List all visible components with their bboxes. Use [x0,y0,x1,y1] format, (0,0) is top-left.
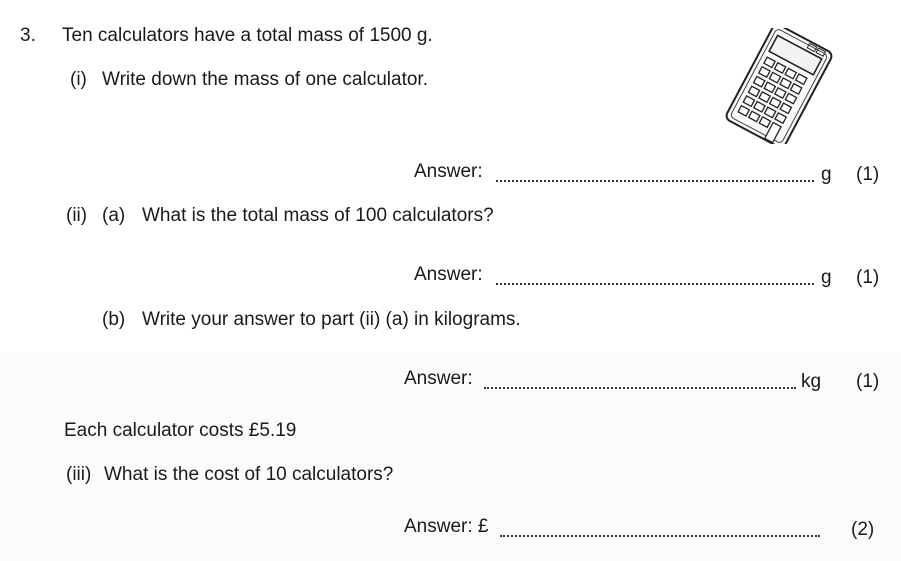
part-i-label: (i) [70,69,87,90]
part-ii-b-label: (b) [102,309,126,330]
answer-iii-marks: (2) [851,519,875,540]
part-ii-b-text: Write your answer to part (ii) (a) in kilograms. [142,309,521,330]
answer-i-unit: g [821,164,832,185]
part-ii-label: (ii) [66,205,88,226]
answer-iii-label: Answer: £ [404,516,489,537]
part-iii-text: What is the cost of 10 calculators? [104,464,394,485]
answer-i-marks: (1) [856,164,880,185]
answer-iii-line[interactable] [500,533,820,537]
answer-ii-a-unit: g [821,267,832,288]
answer-ii-b-label: Answer: [404,368,473,389]
calculator-icon [724,28,834,144]
part-i-text: Write down the mass of one calculator. [102,69,428,90]
answer-i-line[interactable] [496,178,814,182]
question-number: 3. [20,25,36,46]
cost-statement: Each calculator costs £5.19 [64,420,297,441]
part-iii-label: (iii) [66,464,92,485]
answer-ii-a-marks: (1) [856,267,880,288]
answer-ii-b-marks: (1) [856,371,880,392]
part-ii-a-text: What is the total mass of 100 calculators? [142,205,494,226]
question-intro: Ten calculators have a total mass of 1500 g. [62,25,433,46]
part-ii-a-label: (a) [102,205,126,226]
answer-ii-b-unit: kg [801,371,822,392]
answer-ii-a-label: Answer: [414,264,483,285]
answer-ii-b-line[interactable] [484,385,796,389]
answer-i-label: Answer: [414,161,483,182]
answer-ii-a-line[interactable] [496,281,814,285]
